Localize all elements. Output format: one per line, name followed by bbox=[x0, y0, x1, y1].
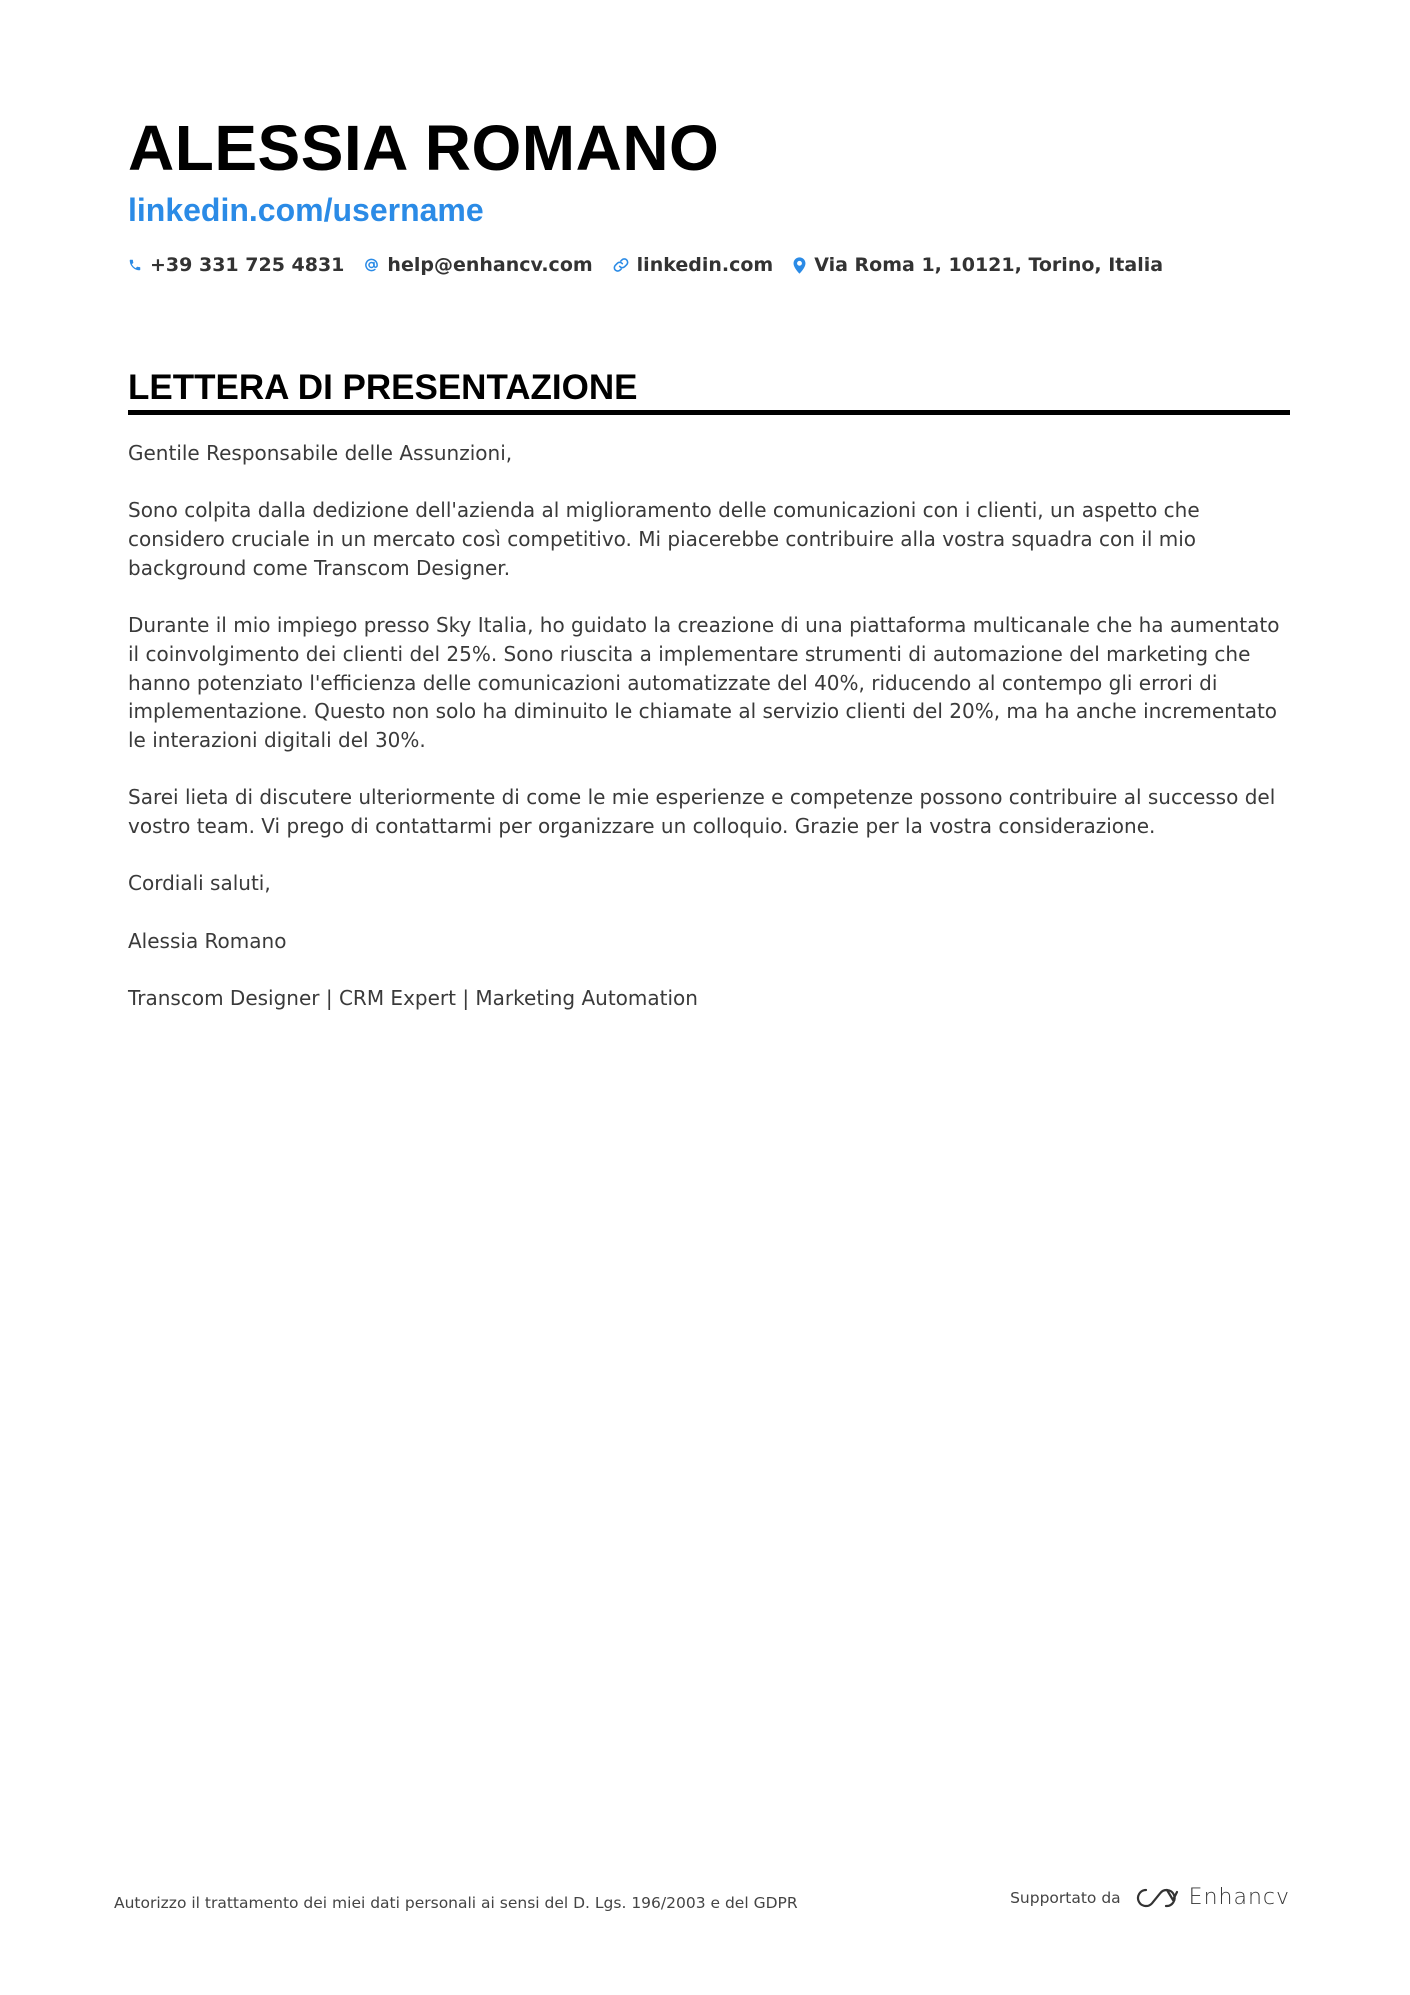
contact-address-text: Via Roma 1, 10121, Torino, Italia bbox=[814, 254, 1164, 276]
phone-icon bbox=[128, 257, 142, 273]
letter-tagline: Transcom Designer | CRM Expert | Marketing Automation bbox=[128, 986, 698, 1011]
powered-by-label: Supportato da bbox=[1010, 1888, 1121, 1907]
footer-brand[interactable] bbox=[1010, 1885, 1290, 1910]
section-divider bbox=[128, 410, 1290, 415]
contact-phone-text: +39 331 725 4831 bbox=[150, 254, 345, 276]
letter-salutation: Gentile Responsabile delle Assunzioni, bbox=[128, 441, 513, 465]
letter-closing: Cordiali saluti, bbox=[128, 871, 271, 896]
profile-subtitle[interactable]: linkedin.com/username bbox=[128, 192, 484, 228]
contact-phone[interactable] bbox=[128, 254, 344, 276]
letter-paragraph-1: Sono colpita dalla dedizione dell'azienda al miglioramento delle comunicazioni con i clienti, un aspetto che considero cruciale in un mercato così competitivo. Mi piacerebbe contribuire alla vostra squadra con il mio background come Transcom Designer. bbox=[128, 498, 1200, 580]
letter-paragraph-3: Sarei lieta di discutere ulteriormente di come le mie esperienze e competenze possono contribuire al successo del vostro team. Vi prego di contattarmi per organizzare un colloquio. Grazie per la vostra considerazione. bbox=[128, 785, 1276, 839]
brand-name: Enhancv bbox=[1188, 1885, 1290, 1910]
contact-email[interactable] bbox=[364, 254, 592, 276]
contact-linkedin-text: linkedin.com bbox=[636, 254, 774, 276]
link-icon bbox=[613, 257, 629, 273]
candidate-name: ALESSIA ROMANO bbox=[128, 112, 720, 184]
location-pin-icon bbox=[793, 257, 806, 274]
letter-paragraph-2: Durante il mio impiego presso Sky Italia, ho guidato la creazione di una piattaforma multicanale che ha aumentato il coinvolgimento dei clienti del 25%. Sono riuscita a implementare strumenti di automazione del marketing che hanno potenziato l'efficienza delle comunicazioni automatizzate del 40%, riducendo al contempo gli errori di implementazione. Questo non solo ha diminuito le chiamate al servizio clienti del 20%, ma ha anche incrementato le interazioni digitali del 30%. bbox=[128, 613, 1280, 752]
at-icon bbox=[364, 257, 379, 273]
letter-body bbox=[128, 439, 1290, 1042]
contact-email-text: help@enhancv.com bbox=[387, 254, 593, 276]
contact-bar bbox=[128, 254, 1163, 276]
contact-address bbox=[793, 254, 1163, 276]
section-title: LETTERA DI PRESENTAZIONE bbox=[128, 368, 638, 407]
contact-linkedin[interactable] bbox=[613, 254, 774, 276]
enhancv-logo bbox=[1133, 1885, 1290, 1910]
letter-signature: Alessia Romano bbox=[128, 928, 287, 953]
privacy-consent: Autorizzo il trattamento dei miei dati personali ai sensi del D. Lgs. 196/2003 e del GDPR bbox=[114, 1894, 798, 1912]
enhancv-mark-icon bbox=[1133, 1886, 1179, 1910]
